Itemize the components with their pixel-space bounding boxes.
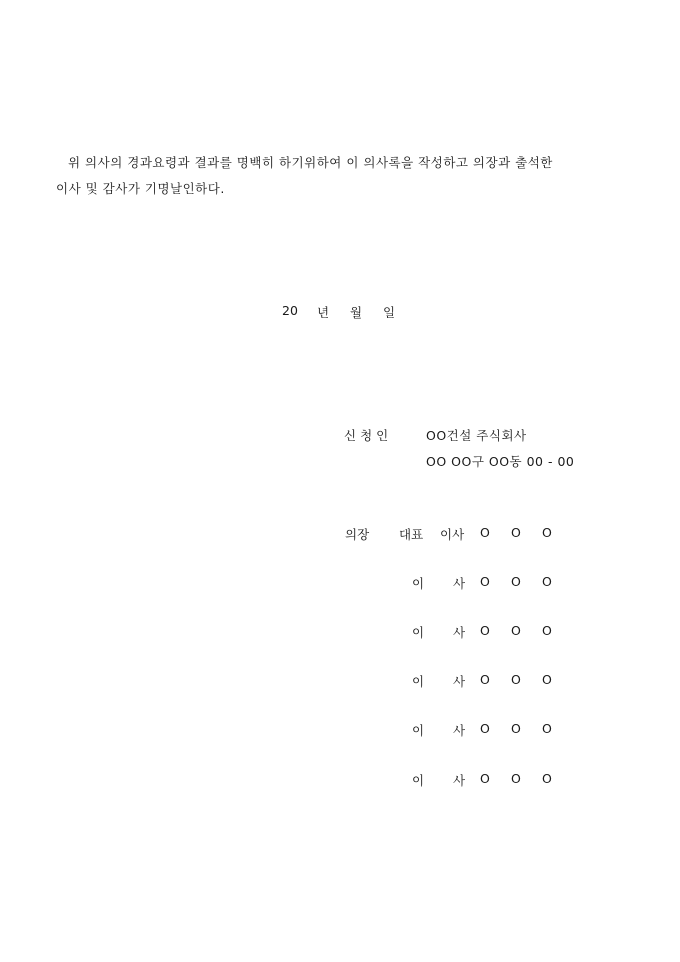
date-day-unit: 일 xyxy=(383,305,396,320)
director-title-char2: 사 xyxy=(453,674,466,689)
date-month-unit: 월 xyxy=(350,305,363,320)
applicant-label: 신청인 xyxy=(344,428,393,443)
chair-role: 대표 xyxy=(399,527,424,542)
name-placeholder: O xyxy=(480,525,490,540)
signature-row-director xyxy=(0,672,680,692)
name-placeholder: O xyxy=(542,574,552,589)
name-placeholder: O xyxy=(480,623,490,638)
name-placeholder: O xyxy=(542,525,552,540)
applicant-address: OO OO구 OO동 00 - 00 xyxy=(426,454,575,469)
signature-row-chair xyxy=(0,525,680,545)
director-title-char1: 이 xyxy=(412,625,425,640)
director-title-char2: 사 xyxy=(453,723,466,738)
name-placeholder: O xyxy=(542,623,552,638)
name-placeholder: O xyxy=(480,771,490,786)
signature-row-director xyxy=(0,721,680,741)
chair-role-title: 이사 xyxy=(440,527,465,542)
name-placeholder: O xyxy=(542,771,552,786)
signature-row-director xyxy=(0,623,680,643)
signature-row-director xyxy=(0,771,680,791)
name-placeholder: O xyxy=(511,721,521,736)
director-title-char1: 이 xyxy=(412,576,425,591)
director-title-char1: 이 xyxy=(412,674,425,689)
director-title-char2: 사 xyxy=(453,576,466,591)
name-placeholder: O xyxy=(542,672,552,687)
name-placeholder: O xyxy=(511,672,521,687)
chair-title: 의장 xyxy=(345,527,370,542)
date-year-unit: 년 xyxy=(317,305,330,320)
name-placeholder: O xyxy=(480,672,490,687)
name-placeholder: O xyxy=(511,525,521,540)
director-title-char2: 사 xyxy=(453,773,466,788)
signature-row-director xyxy=(0,574,680,594)
applicant-company: OO건설 주식회사 xyxy=(426,428,527,443)
name-placeholder: O xyxy=(511,623,521,638)
resolution-text-line-2: 이사 및 감사가 기명날인하다. xyxy=(56,181,225,196)
name-placeholder: O xyxy=(511,574,521,589)
director-title-char1: 이 xyxy=(412,773,425,788)
date-year: 20 xyxy=(282,303,298,318)
name-placeholder: O xyxy=(480,721,490,736)
name-placeholder: O xyxy=(480,574,490,589)
director-title-char2: 사 xyxy=(453,625,466,640)
resolution-text-line-1: 위 의사의 경과요령과 결과를 명백히 하기위하여 이 의사록을 작성하고 의장과 출석한 xyxy=(68,155,553,170)
name-placeholder: O xyxy=(542,721,552,736)
name-placeholder: O xyxy=(511,771,521,786)
director-title-char1: 이 xyxy=(412,723,425,738)
